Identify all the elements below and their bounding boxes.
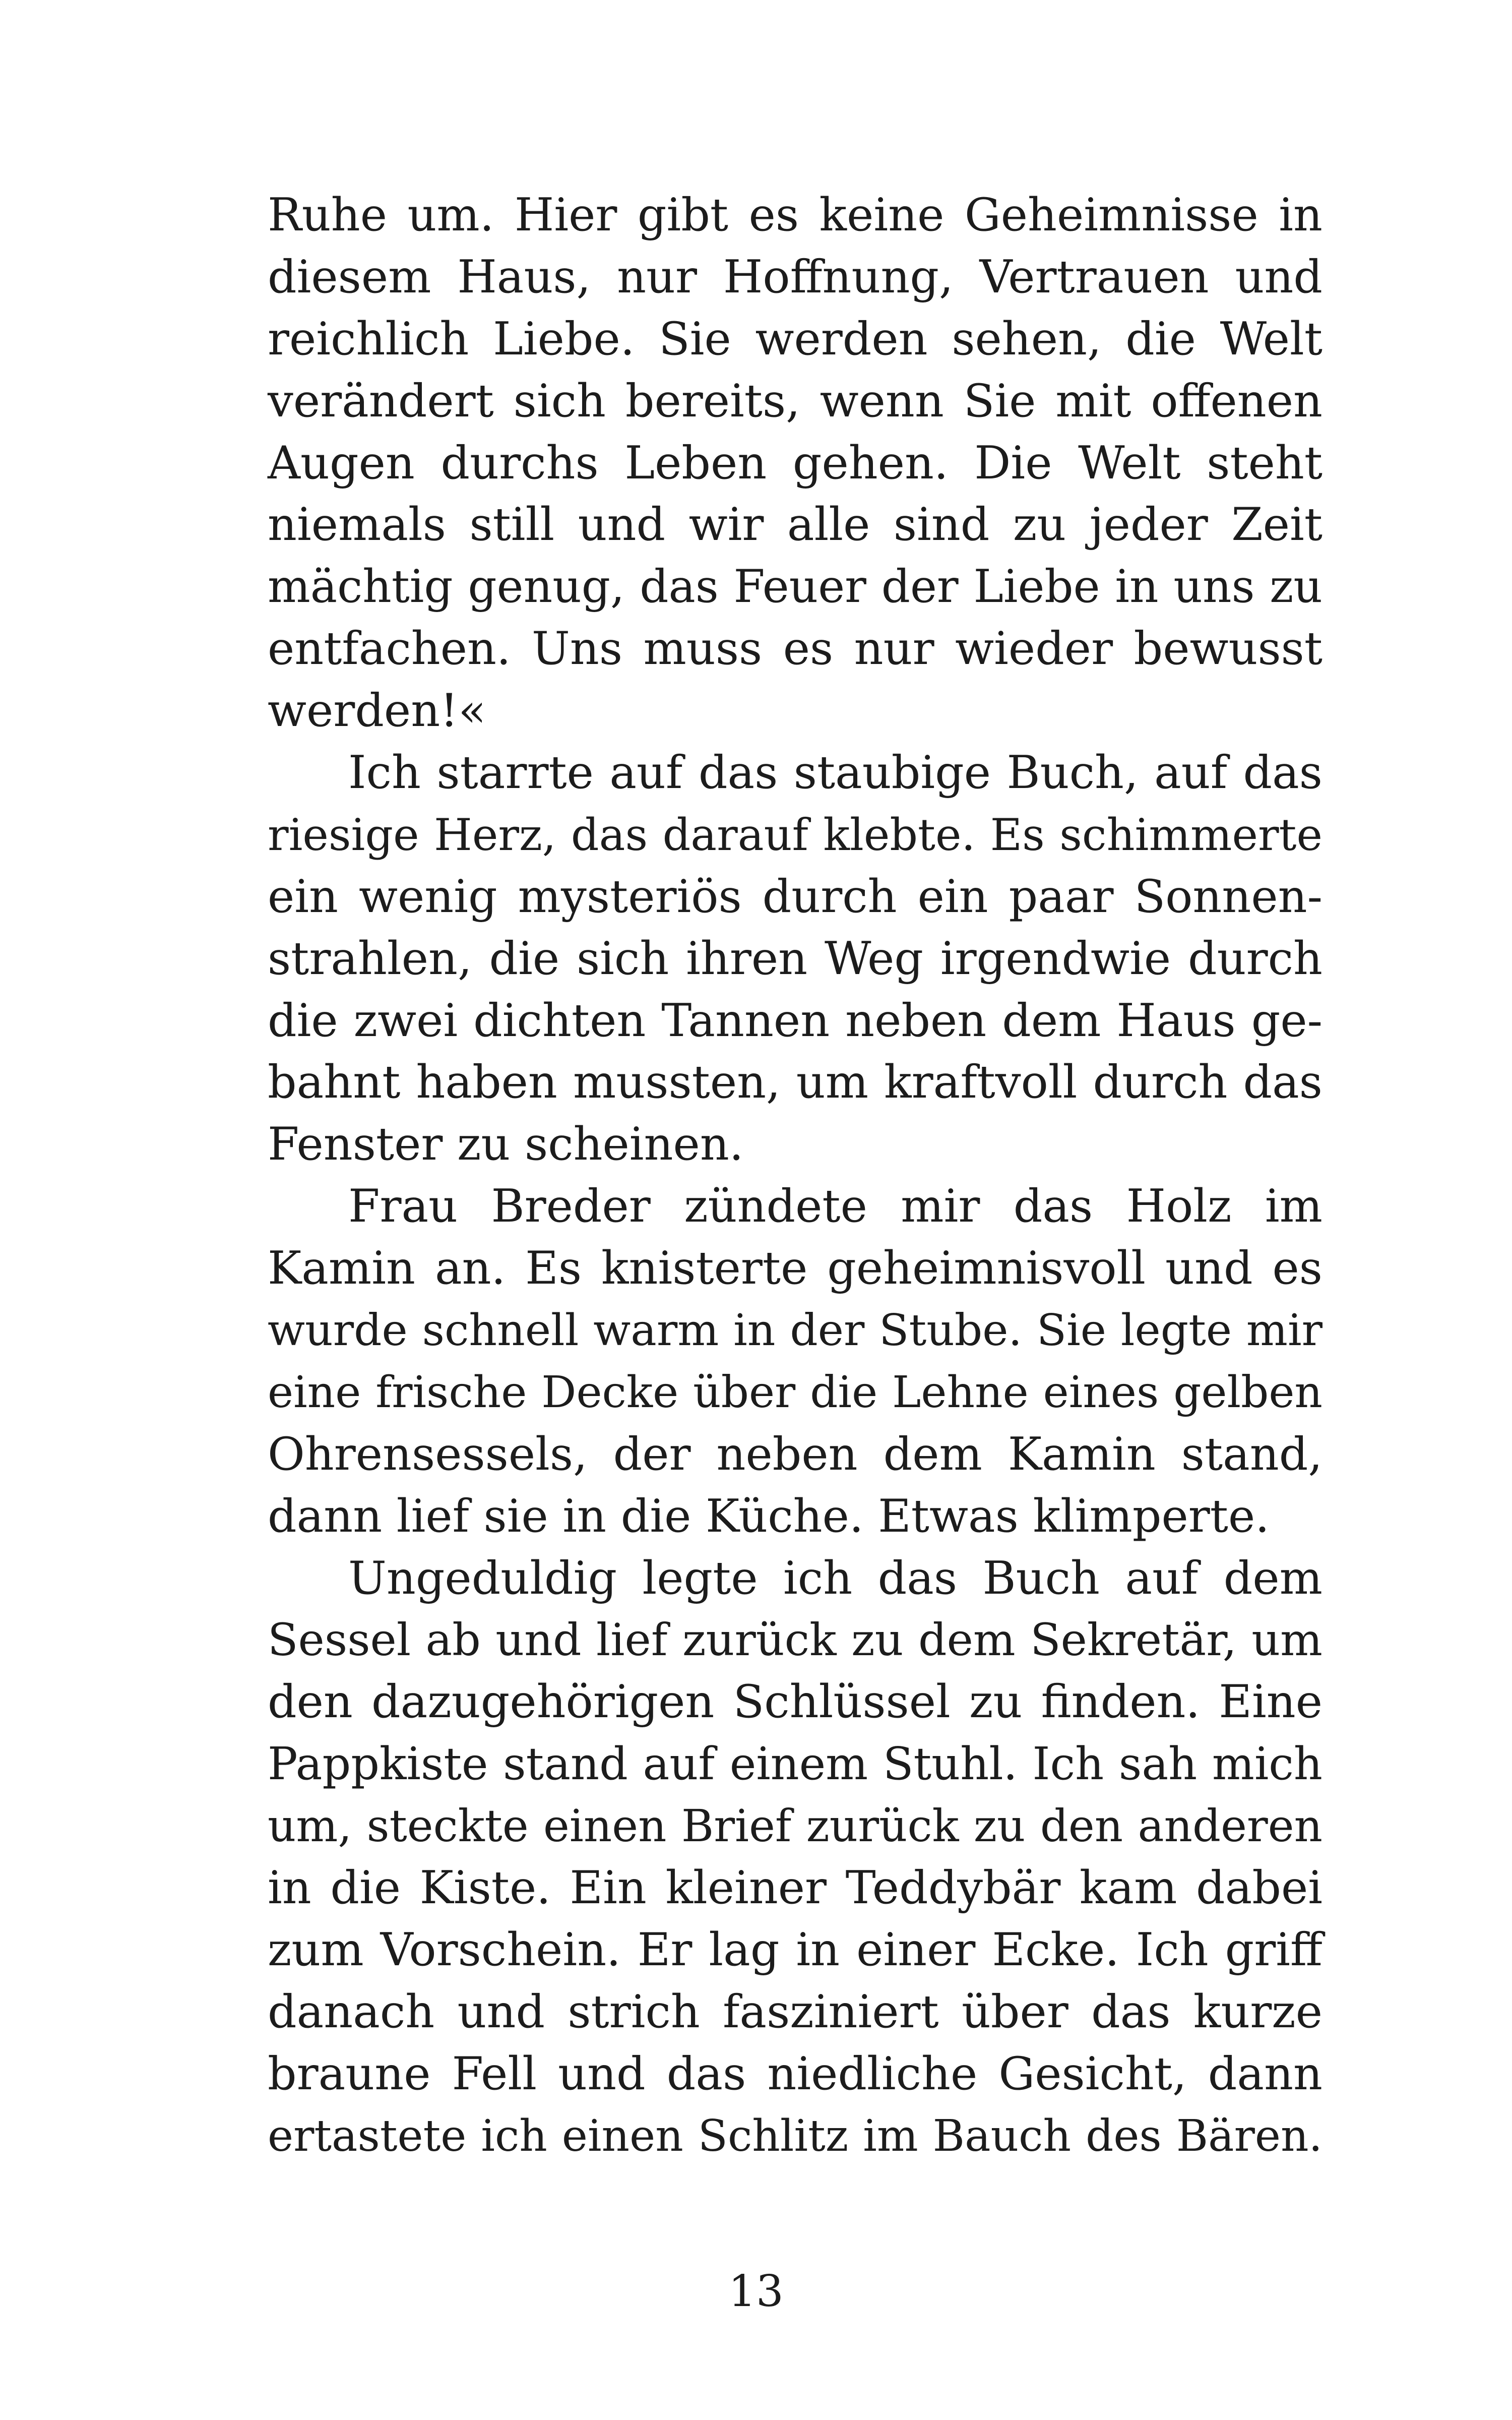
- text-line: entfachen. Uns muss es nur wieder bewusst: [268, 622, 1322, 676]
- text-line: ein wenig mysteriös durch ein paar Sonnen-: [268, 870, 1322, 923]
- text-line: in die Kiste. Ein kleiner Teddybär kam dabei: [268, 1861, 1322, 1915]
- text-line: ertastete ich einen Schlitz im Bauch des Bären.: [268, 2110, 1322, 2161]
- text-line: Ohrensessels, der neben dem Kamin stand,: [268, 1427, 1322, 1481]
- text-line: reichlich Liebe. Sie werden sehen, die Welt: [268, 312, 1322, 366]
- text-line: werden!«: [268, 684, 486, 738]
- text-line: Sessel ab und lief zurück zu dem Sekretär, um: [268, 1614, 1322, 1666]
- text-line: zum Vorschein. Er lag in einer Ecke. Ich griff: [268, 1923, 1322, 1976]
- text-line: verändert sich bereits, wenn Sie mit offenen: [268, 374, 1322, 428]
- text-line: bahnt haben mussten, um kraftvoll durch das: [268, 1056, 1322, 1109]
- text-line: eine frische Decke über die Lehne eines gelben: [268, 1367, 1322, 1418]
- text-line: riesige Herz, das darauf klebte. Es schimmerte: [268, 809, 1322, 861]
- text-line: Kamin an. Es knisterte geheimnisvoll und es: [268, 1242, 1322, 1295]
- text-line: dann lief sie in die Küche. Etwas klimperte.: [268, 1489, 1270, 1543]
- text-line: Ich starrte auf das staubige Buch, auf das: [348, 746, 1322, 800]
- text-line: diesem Haus, nur Hoffnung, Vertrauen und: [268, 250, 1322, 304]
- text-line: um, steckte einen Brief zurück zu den anderen: [268, 1800, 1322, 1852]
- text-line: den dazugehörigen Schlüssel zu finden. Eine: [268, 1675, 1322, 1729]
- text-line: Fenster zu scheinen.: [268, 1118, 744, 1171]
- text-line: die zwei dichten Tannen neben dem Haus ge-: [268, 994, 1322, 1047]
- page-number: 13: [728, 2266, 784, 2317]
- text-line: Pappkiste stand auf einem Stuhl. Ich sah mich: [268, 1738, 1322, 1790]
- text-line: Ungeduldig legte ich das Buch auf dem: [348, 1551, 1322, 1605]
- text-line: wurde schnell warm in der Stube. Sie legte mir: [268, 1305, 1322, 1356]
- body-text: [268, 185, 1322, 2167]
- text-line: Augen durchs Leben gehen. Die Welt steht: [268, 436, 1322, 490]
- text-line: braune Fell und das niedliche Gesicht, dann: [268, 2047, 1322, 2100]
- text-line: strahlen, die sich ihren Weg irgendwie durch: [268, 932, 1322, 985]
- text-line: niemals still und wir alle sind zu jeder Zeit: [268, 498, 1322, 552]
- text-line: mächtig genug, das Feuer der Liebe in uns zu: [268, 561, 1322, 614]
- text-line: Ruhe um. Hier gibt es keine Geheimnisse in: [268, 189, 1322, 241]
- text-line: danach und strich fasziniert über das kurze: [268, 1985, 1322, 2038]
- text-line: Frau Breder zündete mir das Holz im: [348, 1180, 1322, 1233]
